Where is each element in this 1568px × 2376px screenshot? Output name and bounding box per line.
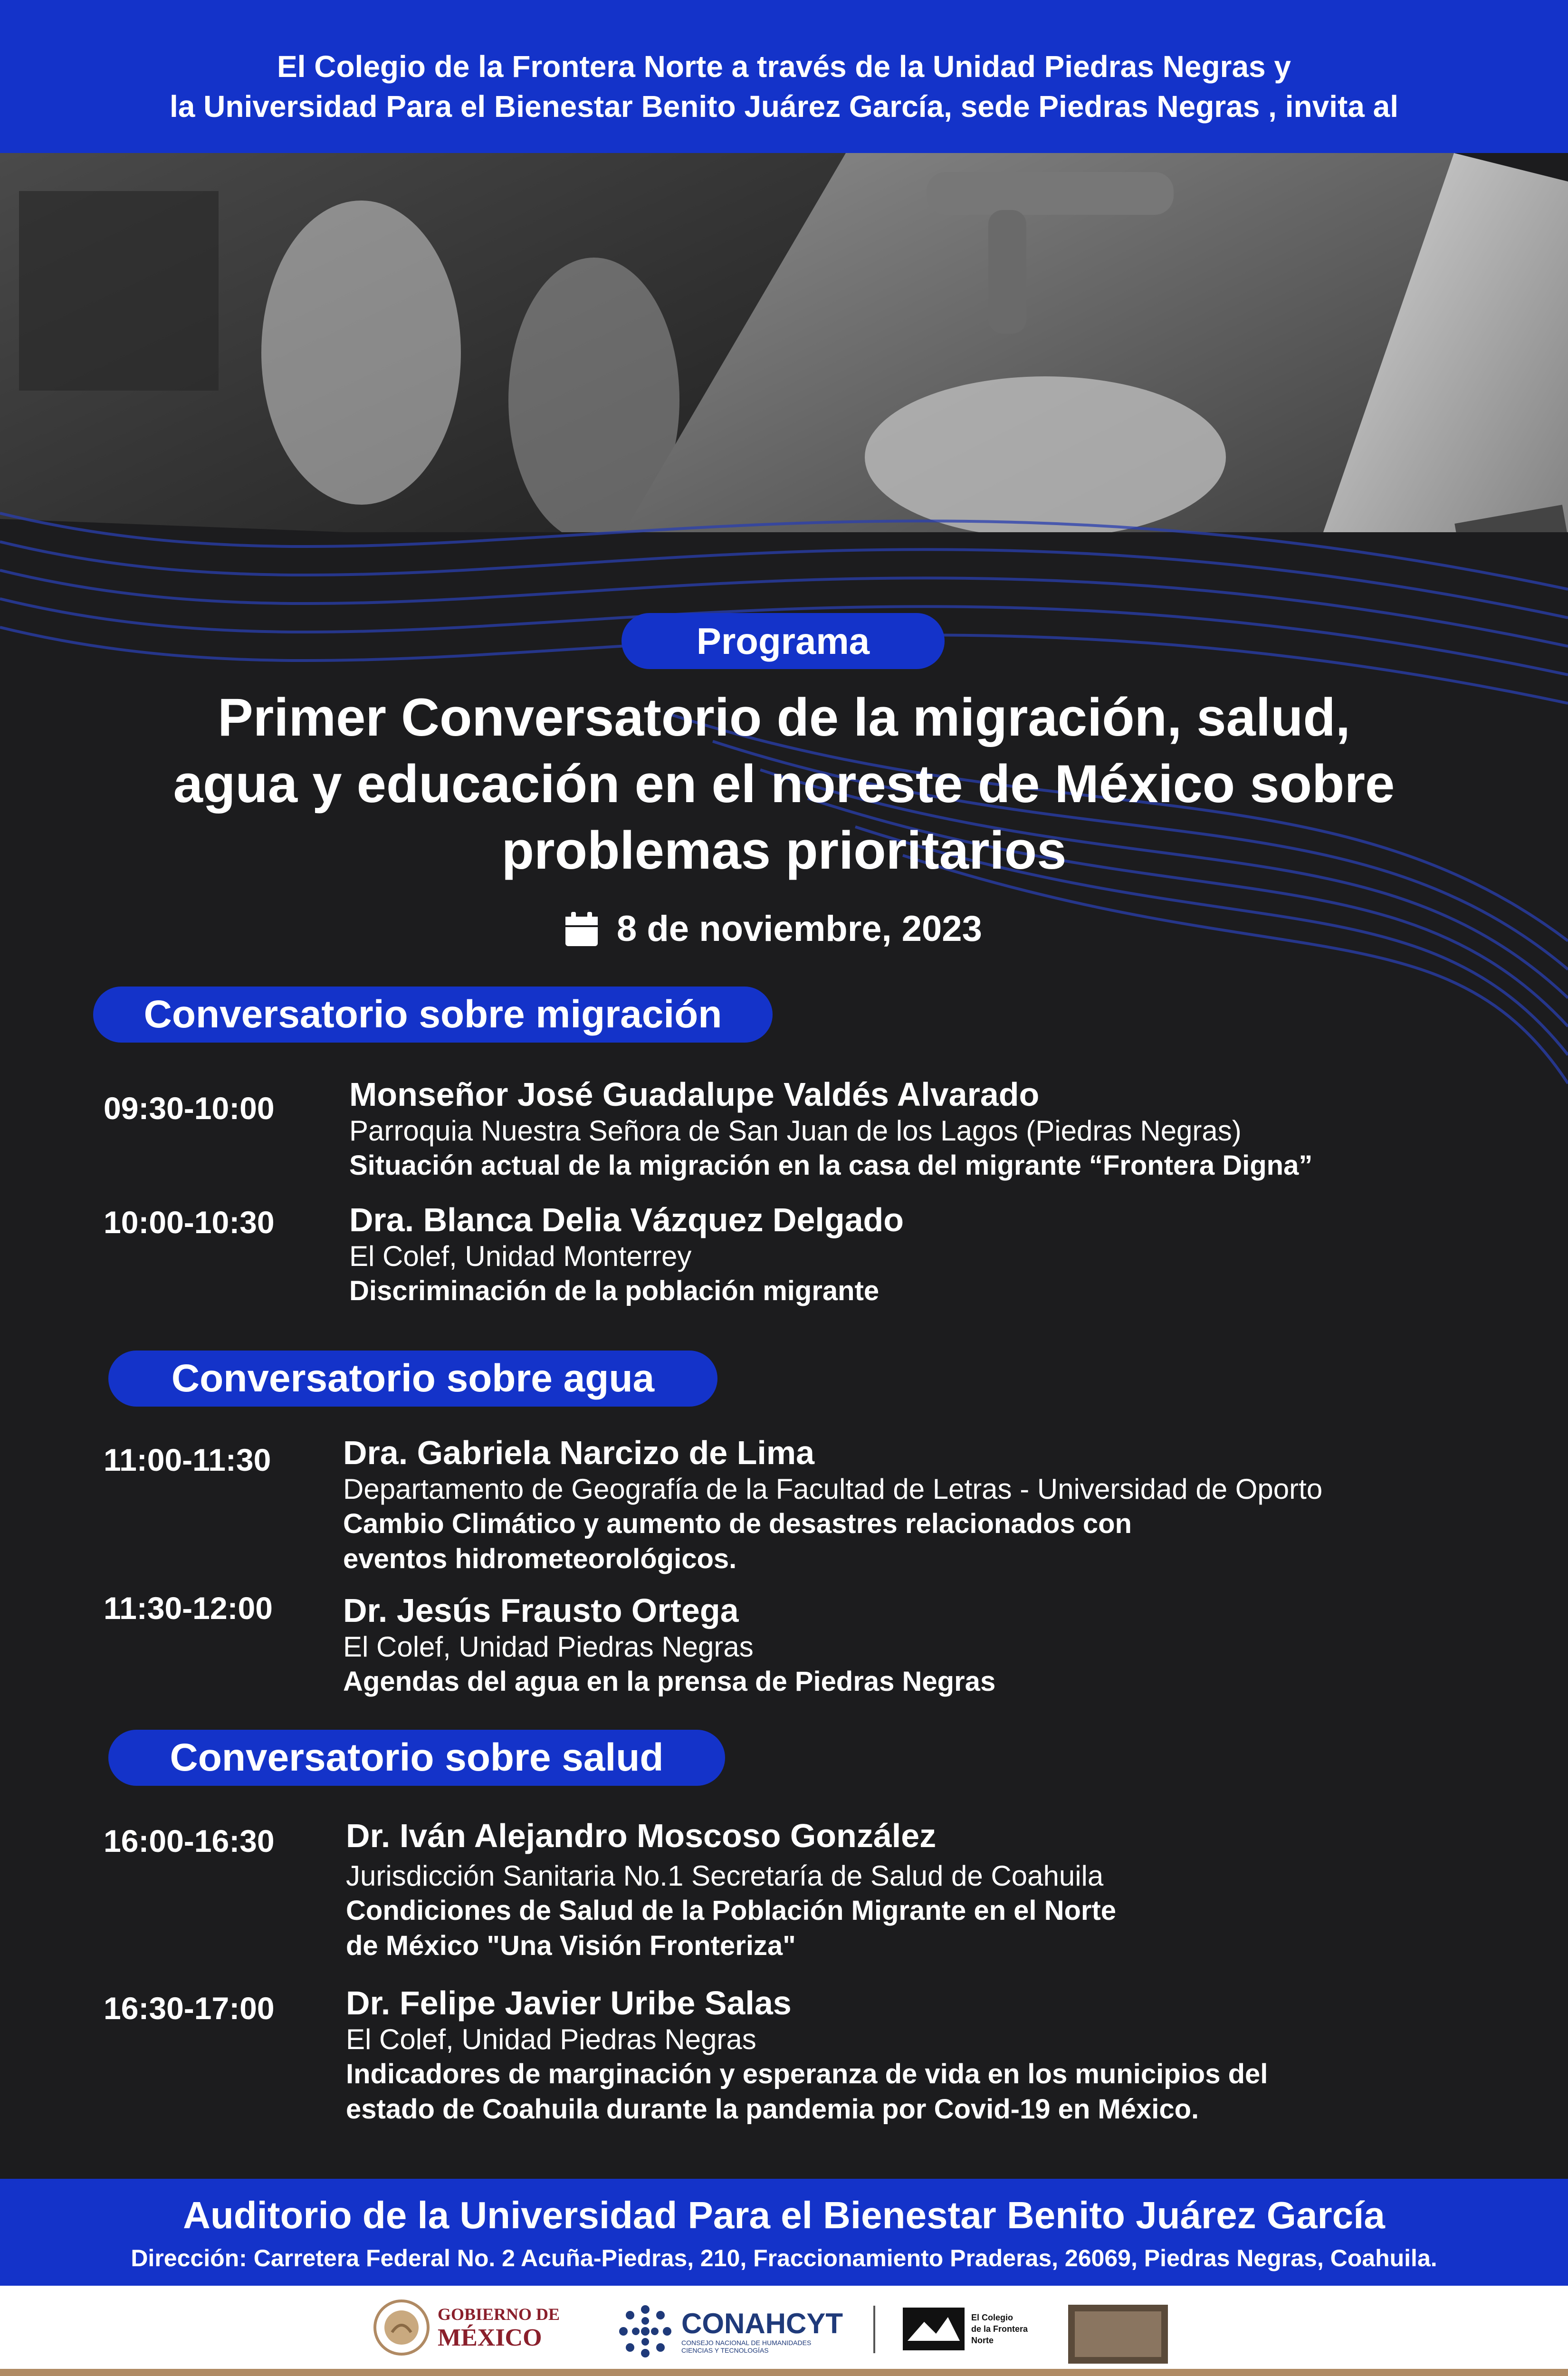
talk-topic: Discriminación de la población migrante bbox=[349, 1275, 880, 1306]
speaker-affiliation: Departamento de Geografía de la Facultad de Letras - Universidad de Oporto bbox=[343, 1473, 1323, 1505]
speaker-name: Dr. Iván Alejandro Moscoso González bbox=[346, 1817, 937, 1854]
venue-name: Auditorio de la Universidad Para el Bienestar Benito Juárez García bbox=[183, 2194, 1385, 2236]
talk-time: 11:30-12:00 bbox=[104, 1590, 273, 1626]
venue-address: Dirección: Carretera Federal No. 2 Acuña-Piedras, 210, Fraccionamiento Praderas, 26069, Piedras Negras, Coahuila. bbox=[131, 2245, 1437, 2271]
talk-time: 11:00-11:30 bbox=[104, 1442, 271, 1477]
section-heading-water: Conversatorio sobre agua bbox=[108, 1351, 717, 1407]
section-heading-migration: Conversatorio sobre migración bbox=[93, 987, 773, 1043]
speaker-name: Dr. Felipe Javier Uribe Salas bbox=[346, 1984, 792, 2022]
talk-entry bbox=[349, 1075, 1312, 1183]
colef-line-3: Norte bbox=[971, 2336, 994, 2345]
speaker-affiliation: El Colef, Unidad Piedras Negras bbox=[346, 2023, 756, 2055]
header-banner bbox=[0, 0, 1568, 153]
photo-tap-spout bbox=[988, 210, 1026, 334]
gobierno-line-2: MÉXICO bbox=[438, 2324, 542, 2351]
conahcyt-subtitle-2: CIENCIAS Y TECNOLOGÍAS bbox=[681, 2347, 769, 2354]
speaker-affiliation: El Colef, Unidad Monterrey bbox=[349, 1240, 692, 1272]
colef-line-1: El Colegio bbox=[971, 2313, 1013, 2322]
talk-entry bbox=[343, 1433, 1322, 1577]
title-line-3: problemas prioritarios bbox=[501, 821, 1067, 880]
title-line-2: agua y educación en el noreste de México sobre bbox=[173, 754, 1395, 814]
footer-bar bbox=[0, 2369, 1568, 2376]
speaker-affiliation: Parroquia Nuestra Señora de San Juan de los Lagos (Piedras Negras) bbox=[349, 1115, 1242, 1147]
talk-entry bbox=[346, 1983, 1268, 2127]
talk-topic: Indicadores de marginación y esperanza de vida en los municipios del bbox=[346, 2059, 1268, 2089]
talk-time: 09:30-10:00 bbox=[104, 1091, 275, 1126]
talk-topic: de México "Una Visión Fronteriza" bbox=[346, 1930, 796, 1961]
gobierno-line-1: GOBIERNO DE bbox=[438, 2305, 560, 2324]
venue-banner bbox=[0, 2179, 1568, 2286]
colef-logo bbox=[903, 2308, 1028, 2350]
talk-time: 10:00-10:30 bbox=[104, 1205, 275, 1240]
talk-entry bbox=[349, 1200, 904, 1309]
talk-topic: Condiciones de Salud de la Población Migrante en el Norte bbox=[346, 1895, 1117, 1926]
event-date-text: 8 de noviembre, 2023 bbox=[617, 909, 982, 949]
talk-time: 16:00-16:30 bbox=[104, 1823, 275, 1859]
program-badge: Programa bbox=[621, 613, 945, 669]
conahcyt-logo bbox=[619, 2305, 843, 2358]
colef-emblem-icon bbox=[903, 2308, 965, 2350]
logo-divider bbox=[873, 2306, 875, 2353]
talk-topic: Situación actual de la migración en la casa del migrante “Frontera Digna” bbox=[349, 1150, 1313, 1181]
header-line-1: El Colegio de la Frontera Norte a través de la Unidad Piedras Negras y bbox=[277, 49, 1291, 84]
talk-entry bbox=[346, 1816, 1116, 1964]
speaker-affiliation: Jurisdicción Sanitaria No.1 Secretaría de Salud de Coahuila bbox=[346, 1860, 1104, 1892]
speaker-affiliation: El Colef, Unidad Piedras Negras bbox=[343, 1631, 754, 1663]
speaker-name: Dr. Jesús Frausto Ortega bbox=[343, 1592, 739, 1629]
speaker-name: Dra. Blanca Delia Vázquez Delgado bbox=[349, 1201, 904, 1238]
calendar-icon bbox=[565, 912, 598, 946]
conahcyt-subtitle-1: CONSEJO NACIONAL DE HUMANIDADES bbox=[681, 2339, 812, 2347]
section-heading-health: Conversatorio sobre salud bbox=[108, 1730, 725, 1786]
conahcyt-dots-icon bbox=[619, 2305, 672, 2358]
talk-topic: eventos hidrometeorológicos. bbox=[343, 1543, 737, 1574]
conahcyt-name: CONAHCYT bbox=[681, 2308, 843, 2339]
photo-tap-pipe bbox=[927, 172, 1174, 215]
gobierno-mexico-logo bbox=[373, 2299, 560, 2356]
university-logo-image bbox=[1068, 2305, 1168, 2364]
talk-topic: estado de Coahuila durante la pandemia por Covid-19 en México. bbox=[346, 2094, 1199, 2125]
photo-figure-nurse bbox=[261, 201, 461, 505]
event-date bbox=[565, 903, 982, 955]
talk-topic: Agendas del agua en la prensa de Piedras Negras bbox=[343, 1666, 996, 1697]
header-line-2: la Universidad Para el Bienestar Benito Juárez García, sede Piedras Negras , invita al bbox=[169, 89, 1399, 124]
photo-figure-group bbox=[19, 191, 219, 391]
speaker-name: Monseñor José Guadalupe Valdés Alvarado bbox=[349, 1076, 1040, 1113]
event-title bbox=[71, 684, 1497, 884]
talk-entry bbox=[343, 1591, 995, 1699]
talk-time: 16:30-17:00 bbox=[104, 1991, 275, 2026]
mexico-seal-icon bbox=[373, 2299, 430, 2356]
talk-topic: Cambio Climático y aumento de desastres relacionados con bbox=[343, 1508, 1132, 1539]
title-line-1: Primer Conversatorio de la migración, salud, bbox=[218, 688, 1350, 747]
speaker-name: Dra. Gabriela Narcizo de Lima bbox=[343, 1434, 815, 1471]
colef-line-2: de la Frontera bbox=[971, 2324, 1028, 2334]
